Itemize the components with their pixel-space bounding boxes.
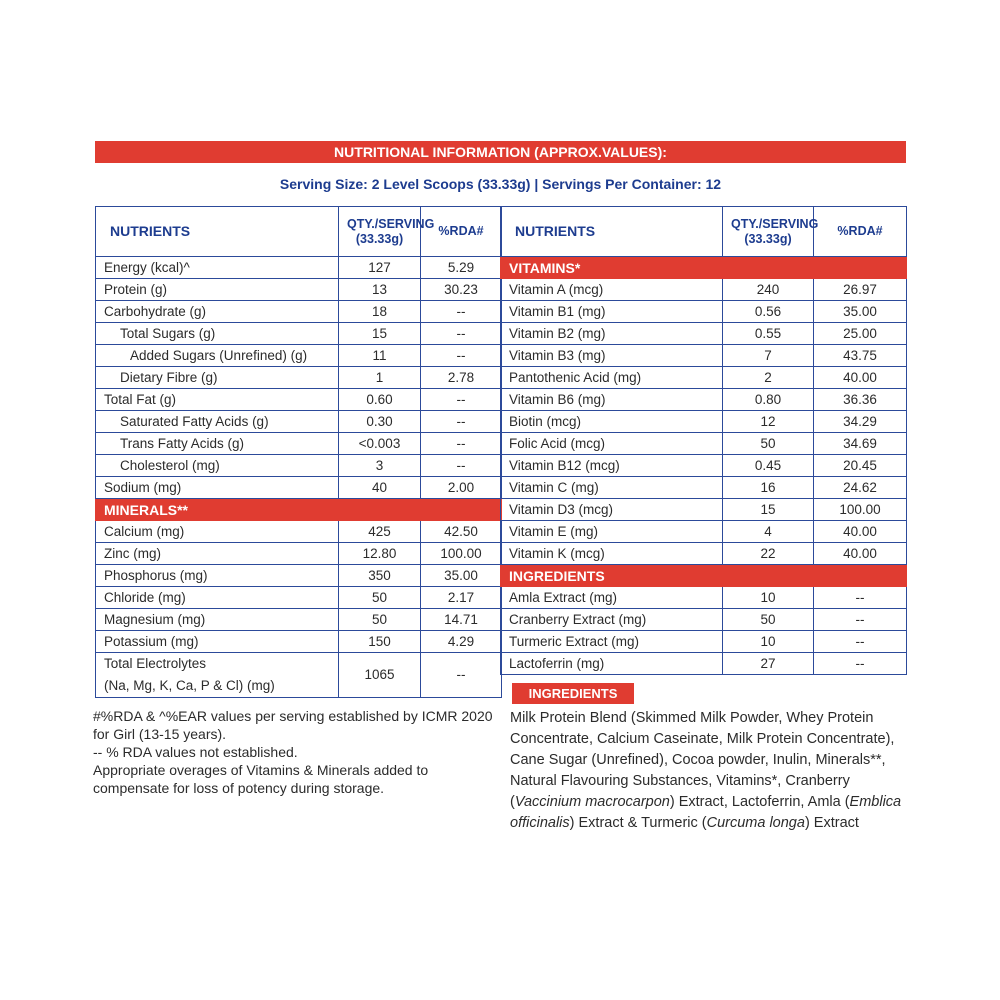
nutrient-name: Vitamin B1 (mg)	[501, 301, 723, 323]
nutrient-qty: 0.80	[723, 389, 814, 411]
nutrient-name: Protein (g)	[96, 279, 339, 301]
nutrient-qty: 12	[723, 411, 814, 433]
nutrient-rda: --	[421, 653, 502, 698]
nutrient-qty: 50	[723, 433, 814, 455]
nutrient-qty: 10	[723, 587, 814, 609]
table-row	[501, 609, 907, 631]
nutrient-rda: 35.00	[421, 565, 502, 587]
nutrient-name: Vitamin B2 (mg)	[501, 323, 723, 345]
nutrient-rda: 2.78	[421, 367, 502, 389]
nutrient-name: Trans Fatty Acids (g)	[96, 433, 339, 455]
table-row	[501, 389, 907, 411]
nutrient-qty: 11	[339, 345, 421, 367]
nutrient-name: Cranberry Extract (mg)	[501, 609, 723, 631]
nutrient-rda: 34.29	[814, 411, 907, 433]
nutrient-name: Sodium (mg)	[96, 477, 339, 499]
nutrient-rda: 14.71	[421, 609, 502, 631]
nutrition-title-bar	[95, 141, 906, 163]
ingredients-text-italic1: Vaccinium macrocarpon	[514, 794, 670, 810]
nutrient-rda: 30.23	[421, 279, 502, 301]
ingredients-text-italic2: Emblica officinalis	[510, 794, 902, 831]
nutrient-name: Lactoferrin (mg)	[501, 653, 723, 675]
table-row	[96, 653, 502, 698]
ingredients-badge	[512, 683, 634, 704]
minerals-section	[96, 499, 502, 521]
table-row	[501, 455, 907, 477]
nutrient-qty: 350	[339, 565, 421, 587]
table-row	[96, 257, 502, 279]
nutrient-qty: 15	[339, 323, 421, 345]
ingredients-text-part1: Milk Protein Blend (Skimmed Milk Powder, Whey Protein Concentrate, Calcium Caseinate, Milk Protein Concentrate), Cane Sugar (Unrefined), Cocoa powder, Inulin, Minerals**, Natural Flavouring Substances, Vitamins*, Cranberry (	[510, 710, 895, 810]
table-row	[501, 653, 907, 675]
nutrient-name: Vitamin B12 (mcg)	[501, 455, 723, 477]
nutrient-qty: <0.003	[339, 433, 421, 455]
nutrient-name: Biotin (mcg)	[501, 411, 723, 433]
nutrient-rda: 40.00	[814, 521, 907, 543]
nutrient-qty: 1065	[339, 653, 421, 698]
serving-info: Serving Size: 2 Level Scoops (33.33g) | Servings Per Container: 12	[279, 176, 722, 192]
nutrient-rda: --	[814, 631, 907, 653]
table-row	[96, 609, 502, 631]
ingredients-list	[510, 708, 920, 834]
nutrient-qty: 127	[339, 257, 421, 279]
nutrient-rda: 42.50	[421, 521, 502, 543]
nutrient-rda: 25.00	[814, 323, 907, 345]
nutrients-header: NUTRIENTS	[501, 207, 723, 257]
nutrient-rda: 34.69	[814, 433, 907, 455]
nutrient-rda: --	[421, 301, 502, 323]
nutrient-qty: 0.30	[339, 411, 421, 433]
nutrient-rda: 26.97	[814, 279, 907, 301]
nutrient-qty: 15	[723, 499, 814, 521]
table-row	[96, 279, 502, 301]
nutrient-rda: 35.00	[814, 301, 907, 323]
rda-header: %RDA#	[814, 207, 907, 257]
nutrient-rda: --	[421, 323, 502, 345]
nutrient-name: Chloride (mg)	[96, 587, 339, 609]
nutrient-name: Vitamin A (mcg)	[501, 279, 723, 301]
table-row	[501, 411, 907, 433]
vitamins-section-label: VITAMINS*	[501, 257, 907, 279]
qty-header-line2: (33.33g)	[355, 231, 404, 246]
qty-header	[723, 207, 819, 257]
nutrient-qty: 1	[339, 367, 421, 389]
ingredients-section-label: INGREDIENTS	[501, 565, 907, 587]
nutrient-rda: 4.29	[421, 631, 502, 653]
nutrient-qty: 50	[723, 609, 814, 631]
nutrient-qty: 240	[723, 279, 814, 301]
nutrient-qty: 150	[339, 631, 421, 653]
nutrient-name: Added Sugars (Unrefined) (g)	[96, 345, 339, 367]
nutrition-title: NUTRITIONAL INFORMATION (APPROX.VALUES):	[334, 144, 667, 160]
nutrient-qty: 0.60	[339, 389, 421, 411]
rda-header: %RDA#	[421, 207, 502, 257]
nutrient-name: Vitamin K (mcg)	[501, 543, 723, 565]
nutrient-qty: 50	[339, 609, 421, 631]
table-row	[96, 477, 502, 499]
table-row	[96, 521, 502, 543]
electrolytes-name-line1: Total Electrolytes	[104, 656, 207, 671]
nutrient-qty: 10	[723, 631, 814, 653]
table-row	[96, 631, 502, 653]
table-row	[96, 543, 502, 565]
nutrient-qty: 22	[723, 543, 814, 565]
table-header-row	[501, 207, 907, 257]
nutrient-name: Saturated Fatty Acids (g)	[96, 411, 339, 433]
nutrient-qty: 2	[723, 367, 814, 389]
nutrient-rda: --	[814, 609, 907, 631]
table-row	[501, 301, 907, 323]
nutrient-rda: 40.00	[814, 367, 907, 389]
table-row	[501, 433, 907, 455]
ingredients-badge-label: INGREDIENTS	[528, 686, 618, 701]
nutrient-name: Vitamin D3 (mcg)	[501, 499, 723, 521]
table-row	[96, 565, 502, 587]
footnote-not-established: -- % RDA values not established.	[93, 744, 298, 760]
nutrient-qty: 40	[339, 477, 421, 499]
nutrient-name: Phosphorus (mg)	[96, 565, 339, 587]
nutrient-name: Vitamin B6 (mg)	[501, 389, 723, 411]
table-row	[96, 367, 502, 389]
nutrient-name: Folic Acid (mcg)	[501, 433, 723, 455]
ingredients-text-part3: ) Extract & Turmeric (	[569, 815, 707, 831]
nutrient-qty: 50	[339, 587, 421, 609]
nutrient-name: Dietary Fibre (g)	[96, 367, 339, 389]
table-row	[501, 367, 907, 389]
nutrient-name: Total Fat (g)	[96, 389, 339, 411]
left-nutrient-table	[95, 206, 502, 698]
table-row	[96, 389, 502, 411]
table-row	[501, 279, 907, 301]
nutrient-qty: 0.45	[723, 455, 814, 477]
table-row	[501, 345, 907, 367]
table-row	[501, 499, 907, 521]
nutrient-name: Amla Extract (mg)	[501, 587, 723, 609]
table-row	[501, 543, 907, 565]
nutrient-name: Zinc (mg)	[96, 543, 339, 565]
table-row	[96, 433, 502, 455]
ingredients-text-italic3: Curcuma longa	[706, 815, 805, 831]
nutrient-rda: 36.36	[814, 389, 907, 411]
nutrients-header: NUTRIENTS	[96, 207, 339, 257]
nutrient-qty: 425	[339, 521, 421, 543]
table-row	[96, 345, 502, 367]
nutrient-qty: 4	[723, 521, 814, 543]
nutrient-rda: --	[421, 345, 502, 367]
nutrient-name: Cholesterol (mg)	[96, 455, 339, 477]
table-row	[96, 323, 502, 345]
nutrient-rda: --	[421, 389, 502, 411]
nutrient-qty: 3	[339, 455, 421, 477]
nutrient-qty: 13	[339, 279, 421, 301]
footnotes	[93, 707, 493, 797]
nutrient-name: Vitamin E (mg)	[501, 521, 723, 543]
table-row	[96, 301, 502, 323]
nutrient-name: Pantothenic Acid (mg)	[501, 367, 723, 389]
table-row	[501, 587, 907, 609]
nutrient-name: Carbohydrate (g)	[96, 301, 339, 323]
table-row	[96, 411, 502, 433]
nutrient-rda: 40.00	[814, 543, 907, 565]
table-row	[96, 587, 502, 609]
ingredients-text-part4: ) Extract	[804, 815, 859, 831]
table-row	[501, 521, 907, 543]
table-row	[501, 323, 907, 345]
nutrient-rda: 2.00	[421, 477, 502, 499]
nutrient-name: Magnesium (mg)	[96, 609, 339, 631]
nutrient-qty: 27	[723, 653, 814, 675]
nutrient-qty: 0.56	[723, 301, 814, 323]
nutrient-rda: --	[421, 455, 502, 477]
right-nutrient-table	[500, 206, 907, 675]
footnote-overages: Appropriate overages of Vitamins & Minerals added to compensate for loss of potency during storage.	[93, 762, 429, 796]
nutrient-qty: 18	[339, 301, 421, 323]
nutrient-rda: 100.00	[421, 543, 502, 565]
ingredients-text-part2: ) Extract, Lactoferrin, Amla (	[669, 794, 850, 810]
nutrient-rda: 20.45	[814, 455, 907, 477]
nutrient-rda: 24.62	[814, 477, 907, 499]
nutrient-name: Calcium (mg)	[96, 521, 339, 543]
qty-header-line1: QTY./SERVING	[347, 216, 435, 231]
nutrient-name: Potassium (mg)	[96, 631, 339, 653]
qty-header	[339, 207, 435, 257]
nutrient-name: Vitamin B3 (mg)	[501, 345, 723, 367]
nutrient-name: Vitamin C (mg)	[501, 477, 723, 499]
table-row	[501, 477, 907, 499]
nutrient-qty: 7	[723, 345, 814, 367]
nutrient-qty: 16	[723, 477, 814, 499]
nutrient-rda: 43.75	[814, 345, 907, 367]
nutrient-rda: 100.00	[814, 499, 907, 521]
nutrient-qty: 0.55	[723, 323, 814, 345]
nutrient-name	[96, 653, 339, 698]
nutrient-rda: --	[421, 433, 502, 455]
nutrient-rda: --	[421, 411, 502, 433]
electrolytes-name-line2: (Na, Mg, K, Ca, P & Cl) (mg)	[104, 678, 275, 693]
qty-header-line1: QTY./SERVING	[731, 216, 819, 231]
ingredients-section	[501, 565, 907, 587]
nutrient-qty: 12.80	[339, 543, 421, 565]
nutrient-rda: --	[814, 587, 907, 609]
footnote-rda: #%RDA & ^%EAR values per serving established by ICMR 2020 for Girl (13-15 years).	[93, 708, 493, 742]
nutrient-name: Energy (kcal)^	[96, 257, 339, 279]
table-row	[501, 631, 907, 653]
nutrient-rda: 5.29	[421, 257, 502, 279]
nutrient-rda: --	[814, 653, 907, 675]
table-header-row	[96, 207, 502, 257]
minerals-section-label: MINERALS**	[96, 499, 502, 521]
nutrient-name: Turmeric Extract (mg)	[501, 631, 723, 653]
qty-header-line2: (33.33g)	[744, 231, 792, 246]
nutrient-rda: 2.17	[421, 587, 502, 609]
table-row	[96, 455, 502, 477]
nutrient-name: Total Sugars (g)	[96, 323, 339, 345]
vitamins-section	[501, 257, 907, 279]
